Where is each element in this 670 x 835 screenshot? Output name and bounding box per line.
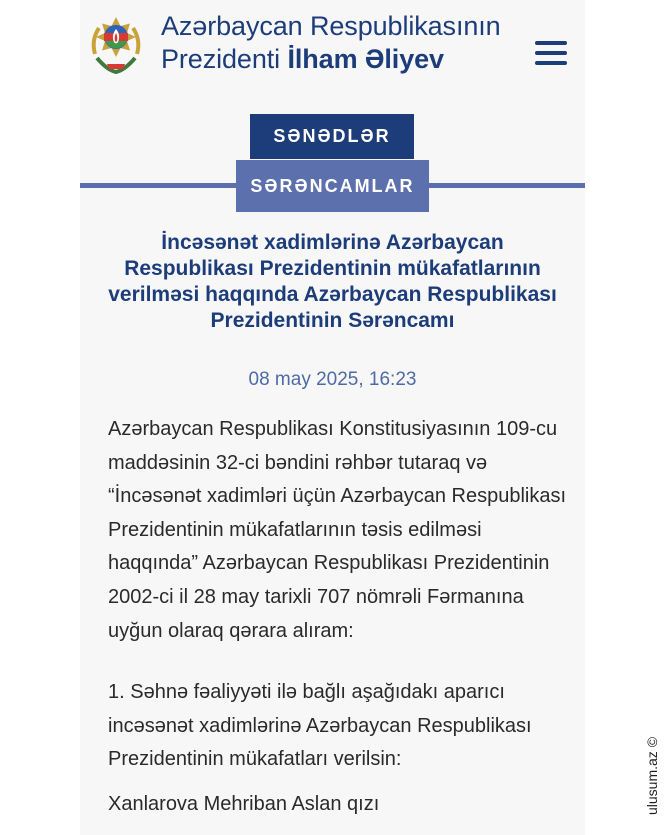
article-paragraph-1: Azərbaycan Respublikası Konstitusiyasının 109-cu maddəsinin 32-ci bəndini rəhbər tutaraq və “İncəsənət xadimləri üçün Azərbaycan Respublikası Prezidentinin mükafatlarının təsis edilməsi haqqında” Azərbaycan Respublikası Prezidentinin 2002-ci il 28 may tarixli 707 nömrəli Fərmanına uyğun olaraq qərara alıram: bbox=[108, 418, 567, 642]
site-header bbox=[80, 0, 585, 100]
president-name: İlham Əliyev bbox=[287, 44, 444, 74]
article-paragraph-2: 1. Səhnə fəaliyyəti ilə bağlı aşağıdakı aparıcı incəsənət xadimlərinə Azərbaycan Respublikası Prezidentinin mükafatları verilsin: bbox=[108, 681, 532, 771]
watermark-text: ulusum.az © bbox=[644, 736, 660, 816]
watermark bbox=[642, 722, 662, 830]
article-title: İncəsənət xadimlərinə Azərbaycan Respublikası Prezidentinin mükafatlarının verilməsi haqqında Azərbaycan Respublikası Prezidentinin Sərəncamı bbox=[108, 231, 557, 332]
article-date: 08 may 2025, 16:23 bbox=[248, 369, 417, 390]
site-title-line1: Azərbaycan Respublikasının bbox=[161, 11, 501, 41]
hamburger-menu-icon[interactable] bbox=[533, 38, 569, 68]
section-tag-orders[interactable]: SƏRƏNCAMLAR bbox=[236, 160, 429, 212]
page-container bbox=[80, 0, 585, 835]
section-tag-documents[interactable]: SƏNƏDLƏR bbox=[250, 114, 414, 159]
site-title-line2 bbox=[161, 43, 501, 76]
site-title-prefix: Prezidenti bbox=[161, 44, 288, 74]
article-paragraph-3: Xanlarova Mehriban Aslan qızı bbox=[108, 793, 380, 815]
site-title[interactable] bbox=[161, 10, 501, 76]
state-emblem-icon[interactable] bbox=[87, 14, 145, 76]
